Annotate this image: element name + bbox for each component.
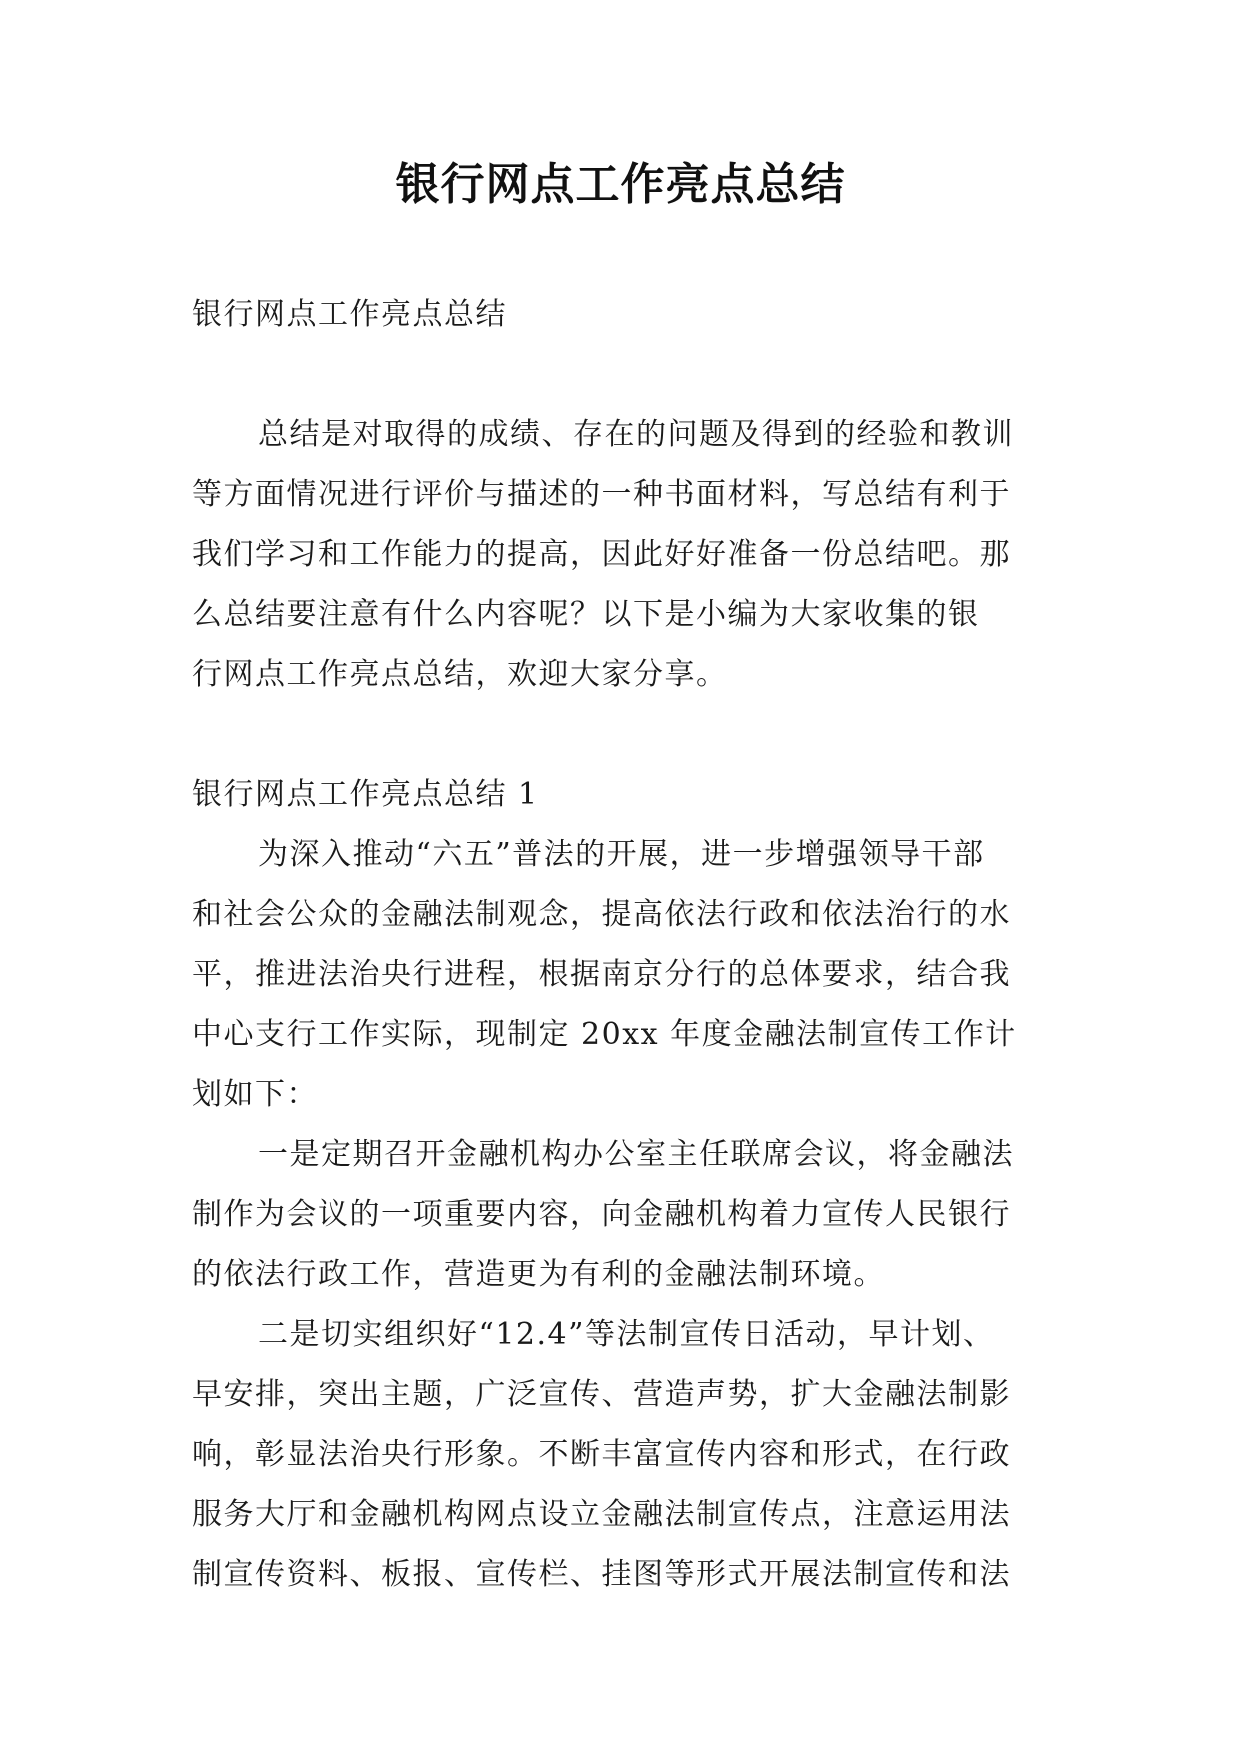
paragraph-line: 平，推进法治央行进程，根据南京分行的总体要求，结合我 [192,957,1011,992]
paragraph-line: 一是定期召开金融机构办公室主任联席会议，将金融法 [258,1137,1014,1172]
paragraph-line: 二是切实组织好“12.4”等法制宣传日活动，早计划、 [258,1317,995,1352]
paragraph-line: 和社会公众的金融法制观念，提高依法行政和依法治行的水 [192,897,1011,932]
paragraph-line: 行网点工作亮点总结，欢迎大家分享。 [192,657,728,692]
intro-paragraph [192,405,1052,705]
paragraph-line: 早安排，突出主题，广泛宣传、营造声势，扩大金融法制影 [192,1377,1011,1412]
paragraph-line: 等方面情况进行评价与描述的一种书面材料，写总结有利于 [192,477,1011,512]
paragraph-3 [192,1305,1052,1605]
spacer [192,345,1052,405]
paragraph-line: 划如下： [192,1077,318,1112]
paragraph-line: 响，彰显法治央行形象。不断丰富宣传内容和形式，在行政 [192,1437,1011,1472]
paragraph-line: 为深入推动“六五”普法的开展，进一步增强领导干部 [258,837,985,872]
spacer [192,705,1052,765]
paragraph-line: 的依法行政工作，营造更为有利的金融法制环境。 [192,1257,885,1292]
paragraph-line: 制作为会议的一项重要内容，向金融机构着力宣传人民银行 [192,1197,1011,1232]
paragraph-2 [192,1125,1052,1305]
paragraph-line: 么总结要注意有什么内容呢？以下是小编为大家收集的银 [192,597,980,632]
paragraph-line: 我们学习和工作能力的提高，因此好好准备一份总结吧。那 [192,537,1011,572]
paragraph-line: 中心支行工作实际，现制定 20xx 年度金融法制宣传工作计 [192,1017,1017,1052]
document-body [192,285,1052,1605]
section-heading: 银行网点工作亮点总结 1 [192,777,539,812]
paragraph-line: 总结是对取得的成绩、存在的问题及得到的经验和教训 [258,417,1014,452]
paragraph-line: 制宣传资料、板报、宣传栏、挂图等形式开展法制宣传和法 [192,1557,1011,1592]
paragraph-1 [192,825,1052,1125]
document-title: 银行网点工作亮点总结 [395,159,846,210]
paragraph-line: 服务大厅和金融机构网点设立金融法制宣传点，注意运用法 [192,1497,1011,1532]
document-subtitle: 银行网点工作亮点总结 [192,297,507,332]
